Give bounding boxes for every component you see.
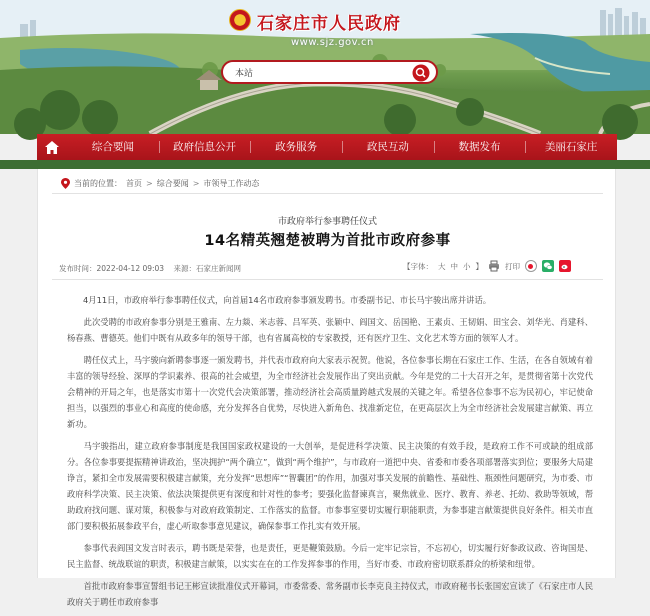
article-panel [37,169,616,607]
breadcrumb-prefix: 当前的位置： [74,179,122,188]
share-weibo-red-icon[interactable] [559,260,571,272]
print-label[interactable]: 打印 [505,261,520,271]
location-pin-icon [61,178,70,189]
font-size-label: 【字体： [403,261,433,271]
breadcrumb-news[interactable]: 综合要闻 [156,179,189,188]
breadcrumb-leaders[interactable]: 市领导工作动态 [203,179,260,188]
article-paragraph: 参事代表阎国文发言时表示，聘书既是荣誉，也是责任，更是鞭策鼓励。今后一定牢记宗旨，不忘初心，切实履行好参政议政、咨询国是、民主监督、统战联谊的职责，积极建言献策，以实实在在的工作发挥参事的作用，当好市委、市政府密切联系群众的桥梁和纽带。 [67,543,593,569]
home-icon [45,141,59,154]
nav-item-news[interactable]: 综合要闻 [91,141,134,153]
nav-item-services[interactable]: 政务服务 [250,134,342,160]
article-paragraph: 此次受聘的市政府参事分别是王雅南、左力燚、米志蓉、吕军英、张颖中、阎国文、岳国艳、王素贞、王韧娟、田宝会、刘华光、肖建科、杨春燕、曹德英。他们中既有从政多年的领导干部，也有省属高校的专家教授，还有医疗卫生、文化艺术等方面的领军人才。 [67,317,593,343]
article-source: 来源：石家庄新闻网 [173,264,241,273]
national-emblem-icon [229,9,251,31]
breadcrumb [61,178,259,189]
article-paragraph: 首批市政府参事宣誓组书记王彬宣读批准仪式开幕词，市委常委、常务副市长李克良主持仪式，市政府秘书长张国宏宣读了《石家庄市人民政府关于聘任市政府参事 [67,581,593,607]
font-size-label-end: 】 [475,261,483,271]
article-body [67,292,593,616]
search-input[interactable]: 本站 [235,69,254,79]
main-nav [37,134,617,160]
breadcrumb-separator: > [192,179,200,188]
font-size-medium[interactable]: 中 [450,261,458,271]
breadcrumb-home[interactable]: 首页 [126,179,142,188]
nav-item-info-disclosure[interactable]: 政府信息公开 [159,134,251,160]
article-paragraph: 马宇骏指出，建立政府参事制度是我国国家政权建设的一大创举，是促进科学决策、民主决策的有效手段，是政府工作不可或缺的组成部分。各位参事要提振精神讲政治，坚决拥护“两个确立”，做到“两个维护”，与市政府一道把中央、省委和市委各项部署落实到位；要服务大局建诤言，紧扣全市发展需要积极建言献策，充分发挥“思想库”“智囊团”的作用，加强对事关发展的前瞻性、基础性、瓶颈性问题研究，为市委、市政府科学决策、民主决策、依法决策提供更有深度和针对性的参考；要强化监督谏真言，聚焦就业、医疗、教育、养老、托幼、救助等领域，帮助政府找问题、谋对策，积极参与对政府政策制定、工作落实的监督。市参事室要切实履行职能职责，为参事建言献策提供良好条件。相关市直部门要积极拓展参政平台，虚心听取参事意见建议，确保参事工作扎实有效开展。 [67,441,593,531]
share-wechat-icon[interactable] [542,260,554,272]
article-tools [403,260,571,272]
search-icon[interactable] [412,64,430,82]
publish-time: 发布时间：2022-04-12 09:03 [59,264,165,273]
article-meta [59,263,248,274]
font-size-small[interactable]: 小 [463,261,471,271]
article-paragraph: 聘任仪式上，马宇骏向新聘参事逐一颁发聘书，并代表市政府向大家表示祝贺。他说，各位参事长期在石家庄工作、生活，在各自领域有着丰富的领导经验、深厚的学识素养、很高的社会威望，为全市经济社会发展作出了突出贡献。今年是党的二十大召开之年，是贯彻省第十次党代会精神的开局之年，也是落实市第十一次党代会决策部署，推动经济社会高质量跨越式发展的关键之年。希望各位参事不忘为民初心，牢记使命担当，以强烈的事业心和高度的使命感，充分发挥各自优势，尽快进入新角色、找准新定位，在更高层次上为全市经济社会发展建言献策、再立新功。 [67,355,593,429]
article-paragraph: 4月11日，市政府举行参事聘任仪式，向首届14名市政府参事颁发聘书。市委副书记、市长马宇骏出席并讲话。 [83,295,492,305]
nav-item-data[interactable]: 数据发布 [434,134,526,160]
article-subtitle: 市政府举行参事聘任仪式 [277,217,377,227]
print-icon[interactable] [488,260,500,272]
search-box[interactable] [221,60,438,84]
nav-shadow-strip [0,160,650,169]
nav-home[interactable] [37,134,67,160]
site-title: 石家庄市人民政府 [257,14,401,34]
divider [52,279,603,280]
article-title: 14名精英翘楚被聘为首批市政府参事 [204,233,451,249]
site-url: www.sjz.gov.cn [291,37,374,48]
nav-item-beautiful-sjz[interactable]: 美丽石家庄 [525,134,617,160]
header-banner [0,0,650,134]
divider [52,193,603,194]
nav-item-interaction[interactable]: 政民互动 [342,134,434,160]
breadcrumb-separator: > [146,179,153,188]
share-weibo-icon[interactable] [525,260,537,272]
font-size-large[interactable]: 大 [438,261,446,271]
